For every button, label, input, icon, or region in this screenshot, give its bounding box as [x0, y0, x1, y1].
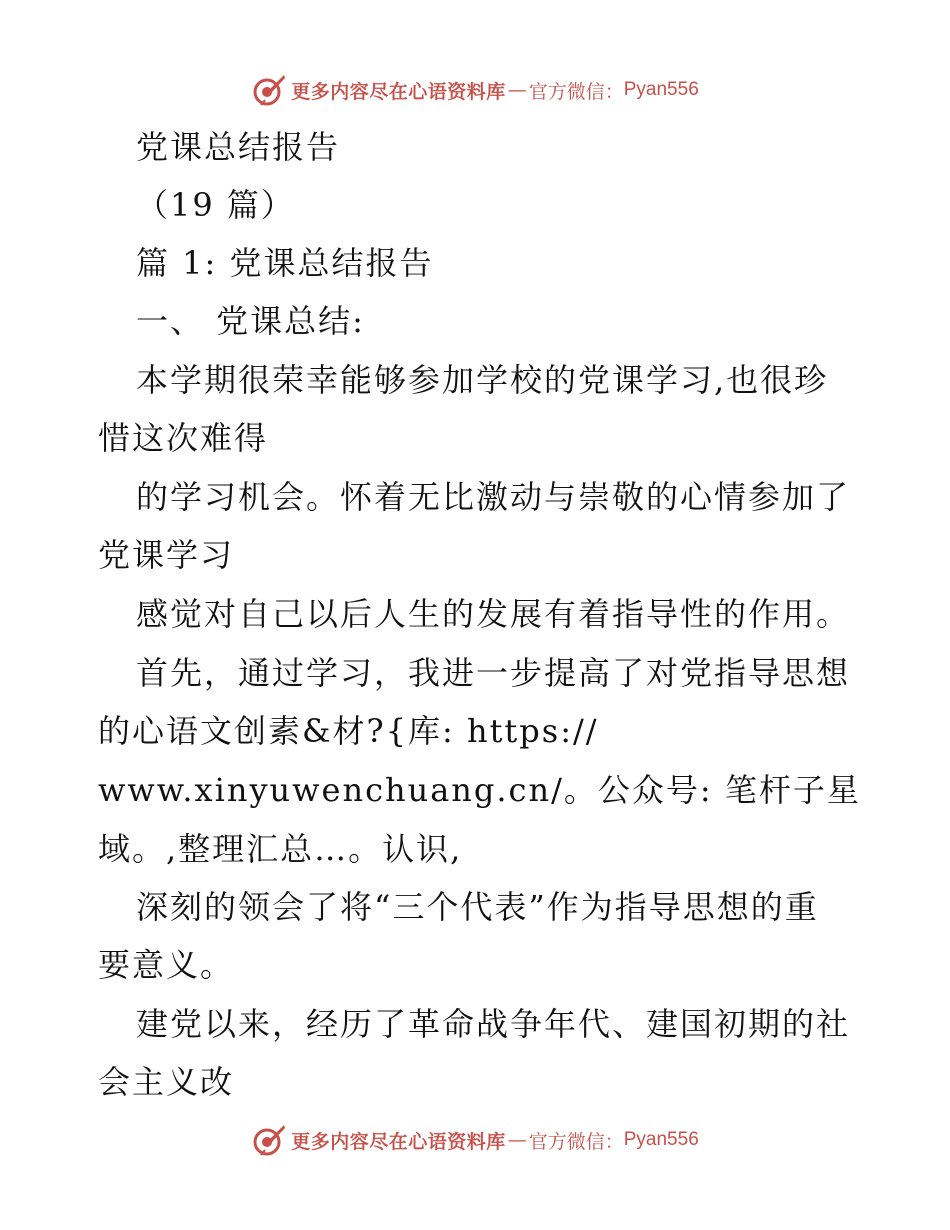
section-heading: 一、 党课总结:	[136, 302, 365, 340]
banner-separator: —	[507, 79, 527, 101]
footer-banner	[0, 1120, 950, 1160]
banner-wechat-label: 官方微信：	[528, 80, 624, 103]
paragraph-line: 本学期很荣幸能够参加学校的党课学习,也很珍	[136, 361, 829, 399]
paragraph-line: 域。,整理汇总…。认识,	[98, 830, 463, 868]
paragraph-line: 党课学习	[98, 536, 235, 574]
doc-title: 党课总结报告	[136, 128, 341, 166]
header-banner	[0, 70, 950, 110]
paragraph-line: 感觉对自己以后人生的发展有着指导性的作用。	[136, 595, 851, 633]
banner-text: 更多内容尽在心语资料库	[291, 1130, 506, 1153]
doc-subtitle: （19 篇）	[136, 186, 295, 224]
banner-separator: —	[507, 1129, 527, 1151]
paragraph-line: 深刻的领会了将“三个代表”作为指导思想的重	[136, 888, 819, 926]
paragraph-line: 首先，通过学习，我进一步提高了对党指导思想	[136, 654, 851, 692]
banner-text: 更多内容尽在心语资料库	[291, 80, 506, 103]
paragraph-line: 会主义改	[98, 1063, 235, 1101]
paragraph-line: 惜这次难得	[98, 419, 269, 457]
chapter-heading: 篇 1: 党课总结报告	[136, 244, 434, 282]
quill-seal-logo-icon	[251, 1122, 287, 1158]
banner-wechat-label: 官方微信：	[528, 1130, 624, 1153]
paragraph-line: www.xinyuwenchuang.cn/。公众号: 笔杆子星	[98, 771, 861, 809]
paragraph-line: 的学习机会。怀着无比激动与崇敬的心情参加了	[136, 478, 851, 516]
paragraph-line: 建党以来，经历了革命战争年代、建国初期的社	[136, 1005, 851, 1043]
quill-seal-logo-icon	[251, 72, 287, 108]
paragraph-line: 要意义。	[98, 946, 235, 984]
banner-wechat-id: Pyan556	[623, 1129, 699, 1150]
paragraph-line: 的心语文创素&材?{库: https://	[98, 712, 599, 750]
banner-wechat-id: Pyan556	[623, 79, 699, 100]
